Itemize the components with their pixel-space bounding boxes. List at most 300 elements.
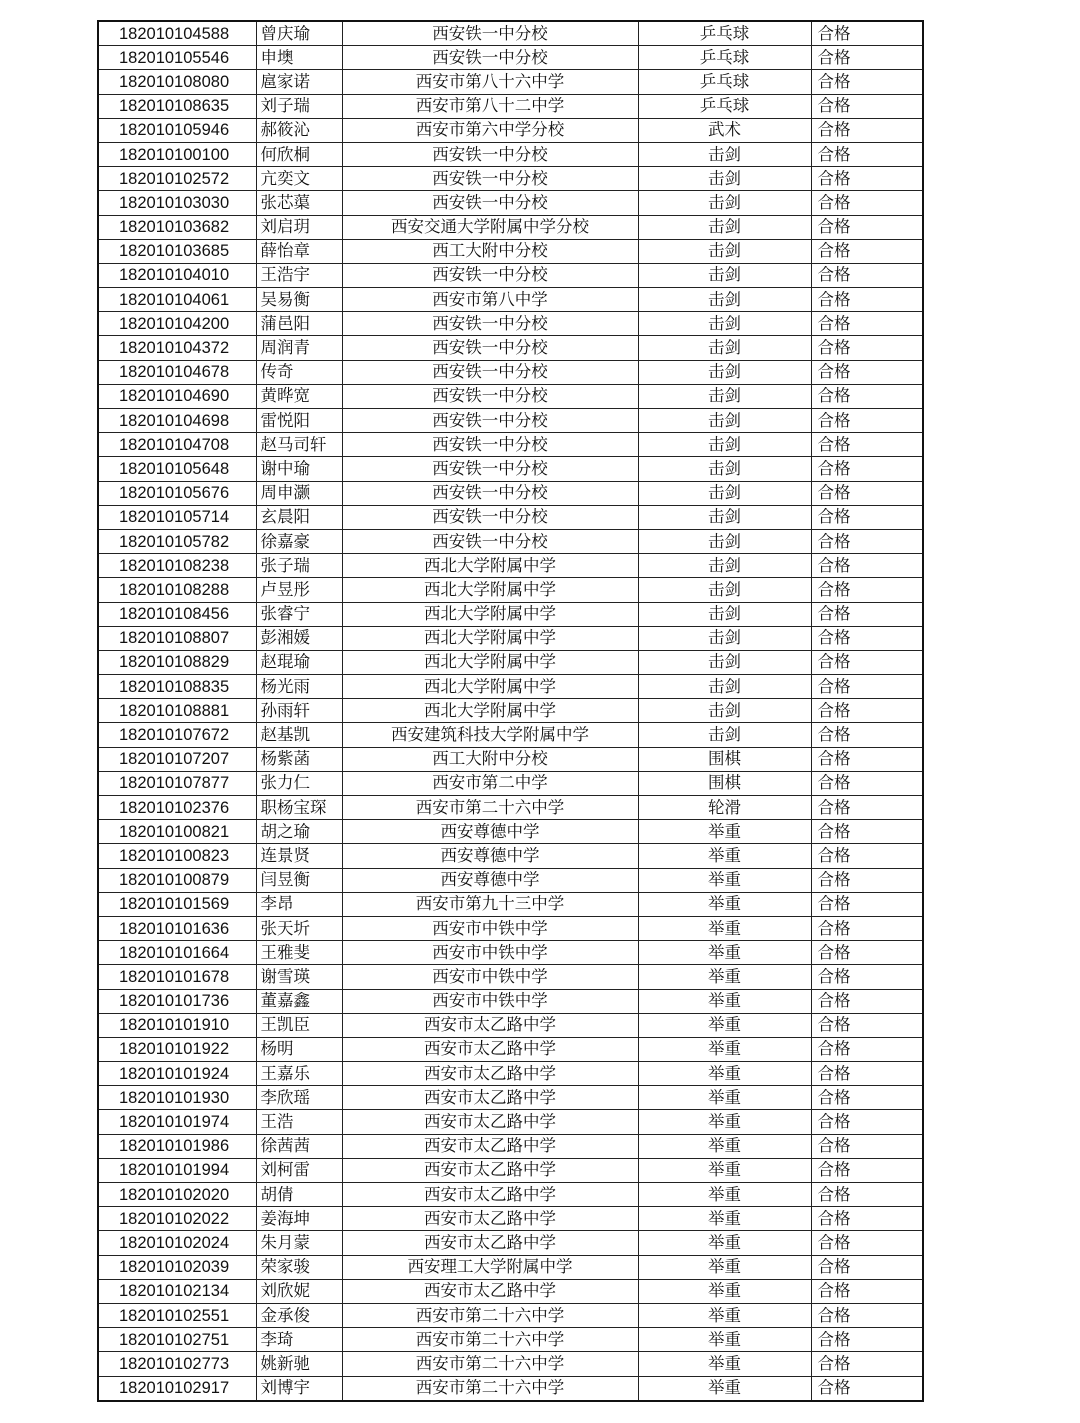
table-row <box>98 941 923 965</box>
sport-cell: 举重 <box>638 1134 811 1158</box>
exam-id-cell: 182010100100 <box>98 142 256 166</box>
table-row <box>98 70 923 94</box>
school-cell: 西工大附中分校 <box>342 239 638 263</box>
school-cell: 西安市第九十三中学 <box>342 892 638 916</box>
student-name-cell: 赵琨瑜 <box>256 650 342 674</box>
sport-cell: 击剑 <box>638 481 811 505</box>
sport-cell: 举重 <box>638 1013 811 1037</box>
sport-cell: 击剑 <box>638 626 811 650</box>
table-row <box>98 1328 923 1352</box>
exam-id-cell: 182010105782 <box>98 529 256 553</box>
sport-cell: 击剑 <box>638 505 811 529</box>
result-cell: 合格 <box>811 1110 923 1134</box>
sport-cell: 击剑 <box>638 263 811 287</box>
result-cell: 合格 <box>811 1013 923 1037</box>
table-row <box>98 989 923 1013</box>
student-name-cell: 张天圻 <box>256 916 342 940</box>
school-cell: 西安市第二十六中学 <box>342 796 638 820</box>
result-cell: 合格 <box>811 699 923 723</box>
exam-id-cell: 182010108288 <box>98 578 256 602</box>
school-cell: 西安市太乙路中学 <box>342 1013 638 1037</box>
student-name-cell: 刘启玥 <box>256 215 342 239</box>
student-name-cell: 金承俊 <box>256 1303 342 1327</box>
result-cell: 合格 <box>811 433 923 457</box>
sport-cell: 击剑 <box>638 578 811 602</box>
student-name-cell: 胡倩 <box>256 1183 342 1207</box>
sport-cell: 举重 <box>638 1086 811 1110</box>
school-cell: 西北大学附属中学 <box>342 675 638 699</box>
sport-cell: 举重 <box>638 916 811 940</box>
result-cell: 合格 <box>811 844 923 868</box>
sport-cell: 举重 <box>638 1110 811 1134</box>
student-name-cell: 李欣瑶 <box>256 1086 342 1110</box>
student-name-cell: 彭湘媛 <box>256 626 342 650</box>
result-cell: 合格 <box>811 578 923 602</box>
exam-id-cell: 182010103685 <box>98 239 256 263</box>
result-cell: 合格 <box>811 650 923 674</box>
result-cell: 合格 <box>811 771 923 795</box>
sport-cell: 击剑 <box>638 457 811 481</box>
result-cell: 合格 <box>811 1037 923 1061</box>
result-cell: 合格 <box>811 965 923 989</box>
sport-cell: 举重 <box>638 989 811 1013</box>
student-name-cell: 李琦 <box>256 1328 342 1352</box>
result-cell: 合格 <box>811 820 923 844</box>
sport-cell: 轮滑 <box>638 796 811 820</box>
table-row <box>98 1207 923 1231</box>
exam-id-cell: 182010105648 <box>98 457 256 481</box>
student-name-cell: 张子瑞 <box>256 554 342 578</box>
student-name-cell: 吴易衡 <box>256 288 342 312</box>
result-cell: 合格 <box>811 723 923 747</box>
table-row <box>98 360 923 384</box>
school-cell: 西安尊德中学 <box>342 844 638 868</box>
sport-cell: 击剑 <box>638 529 811 553</box>
student-name-cell: 扈家诺 <box>256 70 342 94</box>
result-cell: 合格 <box>811 941 923 965</box>
table-row <box>98 288 923 312</box>
result-cell: 合格 <box>811 384 923 408</box>
student-name-cell: 蒲邑阳 <box>256 312 342 336</box>
exam-id-cell: 182010108635 <box>98 94 256 118</box>
sport-cell: 举重 <box>638 820 811 844</box>
result-cell: 合格 <box>811 142 923 166</box>
exam-id-cell: 182010101930 <box>98 1086 256 1110</box>
school-cell: 西北大学附属中学 <box>342 554 638 578</box>
school-cell: 西北大学附属中学 <box>342 650 638 674</box>
sport-cell: 击剑 <box>638 167 811 191</box>
student-name-cell: 荣家骏 <box>256 1255 342 1279</box>
table-row <box>98 1134 923 1158</box>
school-cell: 西安建筑科技大学附属中学 <box>342 723 638 747</box>
result-cell: 合格 <box>811 1328 923 1352</box>
school-cell: 西安市太乙路中学 <box>342 1110 638 1134</box>
school-cell: 西安铁一中分校 <box>342 505 638 529</box>
student-name-cell: 王雅斐 <box>256 941 342 965</box>
table-row <box>98 1110 923 1134</box>
school-cell: 西安市第二十六中学 <box>342 1352 638 1376</box>
exam-id-cell: 182010102020 <box>98 1183 256 1207</box>
student-name-cell: 谢雪瑛 <box>256 965 342 989</box>
school-cell: 西工大附中分校 <box>342 747 638 771</box>
table-row <box>98 263 923 287</box>
student-name-cell: 亢奕文 <box>256 167 342 191</box>
table-row <box>98 796 923 820</box>
table-row <box>98 1231 923 1255</box>
sport-cell: 举重 <box>638 1037 811 1061</box>
table-row <box>98 699 923 723</box>
table-row <box>98 433 923 457</box>
exam-id-cell: 182010102134 <box>98 1279 256 1303</box>
exam-id-cell: 182010108456 <box>98 602 256 626</box>
sport-cell: 击剑 <box>638 288 811 312</box>
sport-cell: 围棋 <box>638 771 811 795</box>
result-cell: 合格 <box>811 1231 923 1255</box>
table-row <box>98 747 923 771</box>
exam-id-cell: 182010108238 <box>98 554 256 578</box>
student-name-cell: 申墺 <box>256 46 342 70</box>
student-name-cell: 张睿宁 <box>256 602 342 626</box>
student-name-cell: 张芯蕖 <box>256 191 342 215</box>
result-cell: 合格 <box>811 94 923 118</box>
table-row <box>98 239 923 263</box>
result-cell: 合格 <box>811 529 923 553</box>
exam-id-cell: 182010101569 <box>98 892 256 916</box>
student-name-cell: 姚新驰 <box>256 1352 342 1376</box>
sport-cell: 举重 <box>638 1207 811 1231</box>
school-cell: 西北大学附属中学 <box>342 578 638 602</box>
student-name-cell: 杨光雨 <box>256 675 342 699</box>
result-cell: 合格 <box>811 263 923 287</box>
exam-id-cell: 182010108835 <box>98 675 256 699</box>
student-name-cell: 刘柯雷 <box>256 1158 342 1182</box>
results-table <box>97 20 924 1402</box>
student-name-cell: 徐嘉豪 <box>256 529 342 553</box>
exam-id-cell: 182010101986 <box>98 1134 256 1158</box>
table-row <box>98 650 923 674</box>
student-name-cell: 谢中瑜 <box>256 457 342 481</box>
result-cell: 合格 <box>811 892 923 916</box>
result-cell: 合格 <box>811 916 923 940</box>
result-cell: 合格 <box>811 1352 923 1376</box>
table-row <box>98 578 923 602</box>
sport-cell: 击剑 <box>638 409 811 433</box>
school-cell: 西安市第二十六中学 <box>342 1328 638 1352</box>
school-cell: 西安铁一中分校 <box>342 481 638 505</box>
sport-cell: 举重 <box>638 1279 811 1303</box>
student-name-cell: 徐茜茜 <box>256 1134 342 1158</box>
result-cell: 合格 <box>811 675 923 699</box>
table-row <box>98 21 923 46</box>
school-cell: 西安市中铁中学 <box>342 916 638 940</box>
result-cell: 合格 <box>811 70 923 94</box>
result-cell: 合格 <box>811 1255 923 1279</box>
table-row <box>98 675 923 699</box>
sport-cell: 举重 <box>638 1376 811 1401</box>
result-cell: 合格 <box>811 457 923 481</box>
result-cell: 合格 <box>811 1207 923 1231</box>
sport-cell: 乒乓球 <box>638 70 811 94</box>
table-row <box>98 1158 923 1182</box>
exam-id-cell: 182010105946 <box>98 118 256 142</box>
exam-id-cell: 182010103682 <box>98 215 256 239</box>
table-row <box>98 844 923 868</box>
school-cell: 西安市中铁中学 <box>342 941 638 965</box>
table-row <box>98 965 923 989</box>
table-row <box>98 892 923 916</box>
result-cell: 合格 <box>811 191 923 215</box>
result-cell: 合格 <box>811 1158 923 1182</box>
result-cell: 合格 <box>811 312 923 336</box>
sport-cell: 举重 <box>638 1231 811 1255</box>
exam-id-cell: 182010105676 <box>98 481 256 505</box>
school-cell: 西安市第八中学 <box>342 288 638 312</box>
student-name-cell: 王浩 <box>256 1110 342 1134</box>
exam-id-cell: 182010101664 <box>98 941 256 965</box>
sport-cell: 武术 <box>638 118 811 142</box>
student-name-cell: 玄晨阳 <box>256 505 342 529</box>
sport-cell: 击剑 <box>638 336 811 360</box>
student-name-cell: 刘博宇 <box>256 1376 342 1401</box>
table-row <box>98 457 923 481</box>
sport-cell: 举重 <box>638 1328 811 1352</box>
exam-id-cell: 182010104698 <box>98 409 256 433</box>
exam-id-cell: 182010102024 <box>98 1231 256 1255</box>
student-name-cell: 姜海坤 <box>256 1207 342 1231</box>
exam-id-cell: 182010101678 <box>98 965 256 989</box>
exam-id-cell: 182010107672 <box>98 723 256 747</box>
sport-cell: 举重 <box>638 941 811 965</box>
student-name-cell: 胡之瑜 <box>256 820 342 844</box>
exam-id-cell: 182010104678 <box>98 360 256 384</box>
exam-id-cell: 182010108881 <box>98 699 256 723</box>
school-cell: 西安市太乙路中学 <box>342 1062 638 1086</box>
sport-cell: 击剑 <box>638 239 811 263</box>
exam-id-cell: 182010102751 <box>98 1328 256 1352</box>
table-row <box>98 916 923 940</box>
student-name-cell: 刘欣妮 <box>256 1279 342 1303</box>
school-cell: 西安铁一中分校 <box>342 263 638 287</box>
sport-cell: 击剑 <box>638 433 811 457</box>
result-cell: 合格 <box>811 1134 923 1158</box>
student-name-cell: 赵马司轩 <box>256 433 342 457</box>
student-name-cell: 卢昱彤 <box>256 578 342 602</box>
school-cell: 西安市第八十二中学 <box>342 94 638 118</box>
school-cell: 西安市太乙路中学 <box>342 1231 638 1255</box>
sport-cell: 举重 <box>638 892 811 916</box>
student-name-cell: 张力仁 <box>256 771 342 795</box>
result-cell: 合格 <box>811 747 923 771</box>
table-row <box>98 1037 923 1061</box>
student-name-cell: 薛怡章 <box>256 239 342 263</box>
table-row <box>98 46 923 70</box>
student-name-cell: 杨紫菡 <box>256 747 342 771</box>
sport-cell: 击剑 <box>638 554 811 578</box>
table-row <box>98 1255 923 1279</box>
exam-id-cell: 182010108829 <box>98 650 256 674</box>
exam-id-cell: 182010101636 <box>98 916 256 940</box>
school-cell: 西安铁一中分校 <box>342 384 638 408</box>
school-cell: 西安铁一中分校 <box>342 409 638 433</box>
school-cell: 西安市中铁中学 <box>342 965 638 989</box>
exam-id-cell: 182010104010 <box>98 263 256 287</box>
exam-id-cell: 182010102551 <box>98 1303 256 1327</box>
result-cell: 合格 <box>811 167 923 191</box>
sport-cell: 举重 <box>638 868 811 892</box>
table-row <box>98 723 923 747</box>
sport-cell: 乒乓球 <box>638 46 811 70</box>
table-row <box>98 167 923 191</box>
student-name-cell: 赵基凯 <box>256 723 342 747</box>
school-cell: 西安市中铁中学 <box>342 989 638 1013</box>
exam-id-cell: 182010102572 <box>98 167 256 191</box>
school-cell: 西安市第二十六中学 <box>342 1303 638 1327</box>
sport-cell: 击剑 <box>638 723 811 747</box>
exam-id-cell: 182010104690 <box>98 384 256 408</box>
result-cell: 合格 <box>811 1376 923 1401</box>
school-cell: 西安市太乙路中学 <box>342 1207 638 1231</box>
table-row <box>98 215 923 239</box>
school-cell: 西安交通大学附属中学分校 <box>342 215 638 239</box>
table-row <box>98 118 923 142</box>
table-row <box>98 554 923 578</box>
sport-cell: 击剑 <box>638 675 811 699</box>
table-row <box>98 505 923 529</box>
sport-cell: 举重 <box>638 1352 811 1376</box>
exam-id-cell: 182010101922 <box>98 1037 256 1061</box>
exam-id-cell: 182010103030 <box>98 191 256 215</box>
school-cell: 西安市太乙路中学 <box>342 1183 638 1207</box>
student-name-cell: 周润青 <box>256 336 342 360</box>
student-name-cell: 王浩宇 <box>256 263 342 287</box>
school-cell: 西安市太乙路中学 <box>342 1279 638 1303</box>
school-cell: 西安铁一中分校 <box>342 529 638 553</box>
results-table-body <box>98 21 923 1401</box>
student-name-cell: 何欣桐 <box>256 142 342 166</box>
result-cell: 合格 <box>811 602 923 626</box>
sport-cell: 击剑 <box>638 650 811 674</box>
student-name-cell: 杨明 <box>256 1037 342 1061</box>
school-cell: 西安市第八十六中学 <box>342 70 638 94</box>
sport-cell: 击剑 <box>638 142 811 166</box>
exam-id-cell: 182010101910 <box>98 1013 256 1037</box>
sport-cell: 举重 <box>638 844 811 868</box>
exam-id-cell: 182010104708 <box>98 433 256 457</box>
student-name-cell: 曾庆瑜 <box>256 21 342 46</box>
sport-cell: 击剑 <box>638 384 811 408</box>
sport-cell: 举重 <box>638 1158 811 1182</box>
school-cell: 西安市太乙路中学 <box>342 1086 638 1110</box>
table-row <box>98 312 923 336</box>
table-row <box>98 94 923 118</box>
student-name-cell: 闫昱衡 <box>256 868 342 892</box>
sport-cell: 击剑 <box>638 360 811 384</box>
table-row <box>98 868 923 892</box>
student-name-cell: 刘子瑞 <box>256 94 342 118</box>
result-cell: 合格 <box>811 626 923 650</box>
school-cell: 西安铁一中分校 <box>342 433 638 457</box>
table-row <box>98 529 923 553</box>
student-name-cell: 董嘉鑫 <box>256 989 342 1013</box>
table-row <box>98 1062 923 1086</box>
sport-cell: 举重 <box>638 965 811 989</box>
school-cell: 西安铁一中分校 <box>342 21 638 46</box>
school-cell: 西安理工大学附属中学 <box>342 1255 638 1279</box>
school-cell: 西安市太乙路中学 <box>342 1037 638 1061</box>
sport-cell: 击剑 <box>638 191 811 215</box>
result-cell: 合格 <box>811 796 923 820</box>
sport-cell: 围棋 <box>638 747 811 771</box>
table-row <box>98 409 923 433</box>
sport-cell: 击剑 <box>638 602 811 626</box>
exam-id-cell: 182010108807 <box>98 626 256 650</box>
student-name-cell: 郝筱沁 <box>256 118 342 142</box>
exam-id-cell: 182010102022 <box>98 1207 256 1231</box>
student-name-cell: 连景贤 <box>256 844 342 868</box>
result-cell: 合格 <box>811 1279 923 1303</box>
sport-cell: 乒乓球 <box>638 21 811 46</box>
school-cell: 西北大学附属中学 <box>342 626 638 650</box>
sport-cell: 举重 <box>638 1183 811 1207</box>
student-name-cell: 职杨宝琛 <box>256 796 342 820</box>
student-name-cell: 李昂 <box>256 892 342 916</box>
student-name-cell: 黄晔宽 <box>256 384 342 408</box>
result-cell: 合格 <box>811 239 923 263</box>
result-cell: 合格 <box>811 118 923 142</box>
student-name-cell: 周申灏 <box>256 481 342 505</box>
exam-id-cell: 182010100821 <box>98 820 256 844</box>
exam-id-cell: 182010104200 <box>98 312 256 336</box>
result-cell: 合格 <box>811 1062 923 1086</box>
sport-cell: 击剑 <box>638 699 811 723</box>
exam-id-cell: 182010102917 <box>98 1376 256 1401</box>
school-cell: 西北大学附属中学 <box>342 699 638 723</box>
result-cell: 合格 <box>811 868 923 892</box>
school-cell: 西安尊德中学 <box>342 868 638 892</box>
student-name-cell: 王凯臣 <box>256 1013 342 1037</box>
school-cell: 西安市太乙路中学 <box>342 1158 638 1182</box>
result-cell: 合格 <box>811 409 923 433</box>
exam-id-cell: 182010100823 <box>98 844 256 868</box>
result-cell: 合格 <box>811 1183 923 1207</box>
student-name-cell: 朱月蒙 <box>256 1231 342 1255</box>
result-cell: 合格 <box>811 288 923 312</box>
sport-cell: 举重 <box>638 1255 811 1279</box>
exam-id-cell: 182010102039 <box>98 1255 256 1279</box>
result-cell: 合格 <box>811 1086 923 1110</box>
result-cell: 合格 <box>811 505 923 529</box>
student-name-cell: 传奇 <box>256 360 342 384</box>
exam-id-cell: 182010104372 <box>98 336 256 360</box>
school-cell: 西安市第二十六中学 <box>342 1376 638 1401</box>
exam-id-cell: 182010100879 <box>98 868 256 892</box>
school-cell: 西安尊德中学 <box>342 820 638 844</box>
exam-id-cell: 182010102376 <box>98 796 256 820</box>
exam-id-cell: 182010101736 <box>98 989 256 1013</box>
exam-id-cell: 182010105546 <box>98 46 256 70</box>
school-cell: 西安市第六中学分校 <box>342 118 638 142</box>
sport-cell: 击剑 <box>638 312 811 336</box>
school-cell: 西安铁一中分校 <box>342 360 638 384</box>
exam-id-cell: 182010101924 <box>98 1062 256 1086</box>
result-cell: 合格 <box>811 215 923 239</box>
result-cell: 合格 <box>811 336 923 360</box>
table-row <box>98 481 923 505</box>
result-cell: 合格 <box>811 46 923 70</box>
student-name-cell: 雷悦阳 <box>256 409 342 433</box>
sport-cell: 举重 <box>638 1303 811 1327</box>
school-cell: 西安铁一中分校 <box>342 167 638 191</box>
